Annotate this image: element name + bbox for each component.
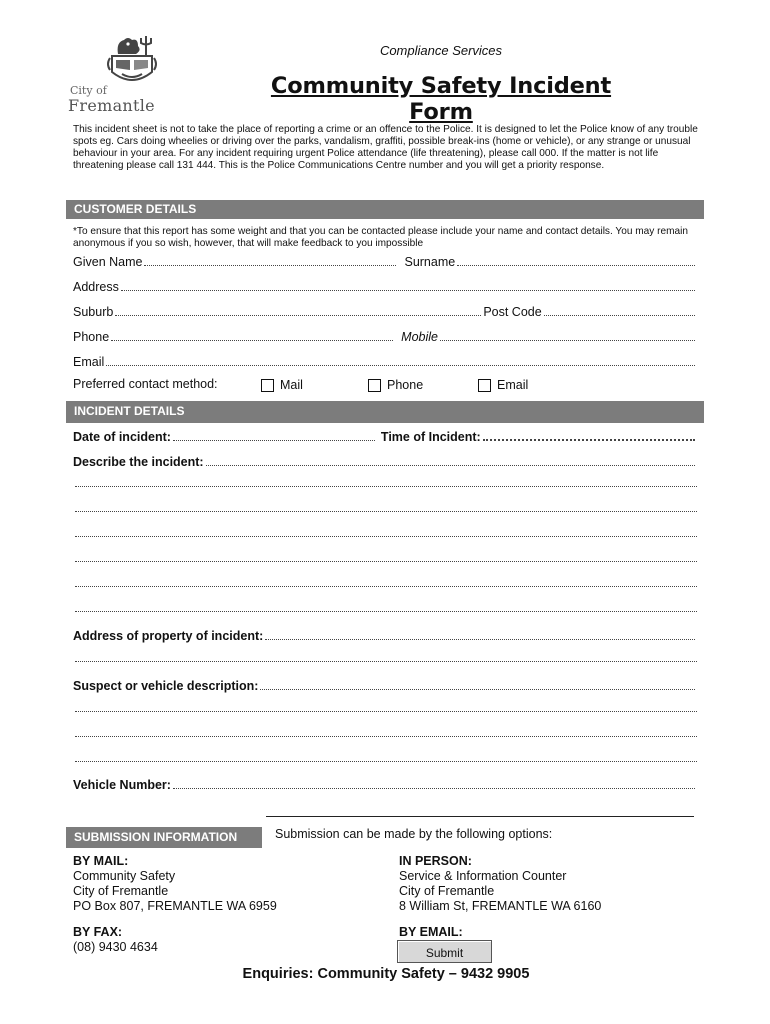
property-address-line[interactable]	[75, 661, 697, 662]
time-field[interactable]	[483, 439, 695, 441]
suspect-row	[73, 677, 697, 693]
by-fax-heading: BY FAX:	[73, 925, 123, 939]
enquiries-line: Enquiries: Community Safety – 9432 9905	[242, 966, 530, 982]
contact-option-email[interactable]	[478, 378, 528, 392]
suspect-label: Suspect or vehicle description:	[73, 679, 259, 693]
customer-details-header: CUSTOMER DETAILS	[66, 200, 704, 219]
property-address-row	[73, 627, 697, 643]
address-label: Address	[73, 280, 119, 294]
property-address-label: Address of property of incident:	[73, 629, 264, 643]
postcode-field[interactable]	[544, 315, 695, 316]
describe-line[interactable]	[75, 611, 697, 612]
logo-fremantle: Fremantle	[68, 96, 155, 115]
surname-field[interactable]	[457, 265, 695, 266]
submit-button[interactable]: Submit	[397, 940, 492, 963]
mail-line: City of Fremantle	[73, 884, 169, 898]
address-row	[73, 278, 697, 294]
vehicle-number-row	[73, 776, 697, 792]
person-line: Service & Information Counter	[399, 869, 567, 883]
phone-field[interactable]	[111, 340, 393, 341]
intro-paragraph: This incident sheet is not to take the place of reporting a crime or an offence to the Police. It is designed to let the Police know of any trouble spots eg. Cars doing wheelies or driving over the parks, vandalism, graffiti, possible break-ins (home or vehicle), or any strange or unusual behaviour in your area. For any incident requiring urgent Police attendance (life threatening), please call 000. If the matter is not life threatening please call 131 444. This is the Police Communications Centre number and you will get a priority response.	[73, 124, 698, 171]
fax-number: (08) 9430 4634	[73, 940, 158, 954]
incident-details-header: INCIDENT DETAILS	[66, 401, 704, 423]
address-field[interactable]	[121, 290, 695, 291]
email-label: Email	[73, 355, 105, 369]
suburb-row	[73, 303, 697, 319]
contact-option-phone[interactable]	[368, 378, 423, 392]
by-mail-heading: BY MAIL:	[73, 854, 129, 868]
phone-checkbox[interactable]	[368, 379, 381, 392]
mobile-field[interactable]	[440, 340, 695, 341]
by-fax-block	[73, 925, 158, 955]
surname-label: Surname	[404, 255, 456, 269]
customer-note: *To ensure that this report has some weight and that you can be contacted please include your name and contact details. You may remain anonymous if you so wish, however, that will make feedback to you impossible	[73, 226, 688, 249]
suburb-label: Suburb	[73, 305, 114, 319]
department-label: Compliance Services	[379, 43, 503, 58]
phone-option-label: Phone	[387, 378, 424, 392]
suspect-field[interactable]	[260, 689, 695, 690]
mail-line: PO Box 807, FREMANTLE WA 6959	[73, 899, 277, 913]
crest-icon	[104, 34, 160, 86]
in-person-block	[399, 854, 601, 914]
logo-city-of: City of	[70, 84, 107, 97]
email-option-label: Email	[497, 378, 529, 392]
mobile-label: Mobile	[401, 330, 438, 344]
describe-field[interactable]	[206, 465, 695, 466]
submission-intro: Submission can be made by the following options:	[275, 827, 553, 841]
by-email-heading: BY EMAIL:	[399, 925, 463, 939]
given-name-label: Given Name	[73, 255, 143, 269]
in-person-heading: IN PERSON:	[399, 854, 472, 868]
date-time-row	[73, 428, 697, 444]
vehicle-number-label: Vehicle Number:	[73, 778, 171, 792]
property-address-field[interactable]	[265, 639, 695, 640]
vehicle-number-field[interactable]	[173, 788, 695, 789]
person-line: 8 William St, FREMANTLE WA 6160	[399, 899, 602, 913]
form-title: Community Safety Incident Form	[270, 73, 612, 125]
person-line: City of Fremantle	[399, 884, 495, 898]
suspect-line[interactable]	[75, 711, 697, 712]
time-label: Time of Incident:	[380, 430, 481, 444]
describe-line[interactable]	[75, 586, 697, 587]
email-checkbox[interactable]	[478, 379, 491, 392]
suspect-line[interactable]	[75, 736, 697, 737]
mail-line: Community Safety	[73, 869, 176, 883]
submission-divider	[266, 816, 694, 817]
email-row	[73, 353, 697, 369]
phone-label: Phone	[73, 330, 110, 344]
describe-line[interactable]	[75, 561, 697, 562]
contact-option-mail[interactable]	[261, 378, 303, 392]
date-label: Date of incident:	[73, 430, 171, 444]
email-field[interactable]	[106, 365, 695, 366]
describe-row	[73, 453, 697, 469]
city-of-fremantle-logo	[66, 34, 166, 118]
mail-checkbox[interactable]	[261, 379, 274, 392]
describe-line[interactable]	[75, 536, 697, 537]
describe-line[interactable]	[75, 511, 697, 512]
suspect-line[interactable]	[75, 761, 697, 762]
phone-row	[73, 328, 697, 344]
by-mail-block	[73, 854, 277, 914]
given-name-field[interactable]	[144, 265, 396, 266]
by-email-block	[399, 925, 463, 940]
describe-line[interactable]	[75, 486, 697, 487]
submission-info-header: SUBMISSION INFORMATION	[66, 827, 262, 848]
date-field[interactable]	[173, 440, 375, 441]
postcode-label: Post Code	[483, 305, 542, 319]
mail-option-label: Mail	[280, 378, 303, 392]
name-row	[73, 253, 697, 269]
suburb-field[interactable]	[115, 315, 481, 316]
describe-label: Describe the incident:	[73, 455, 204, 469]
preferred-contact-label: Preferred contact method:	[73, 377, 218, 391]
